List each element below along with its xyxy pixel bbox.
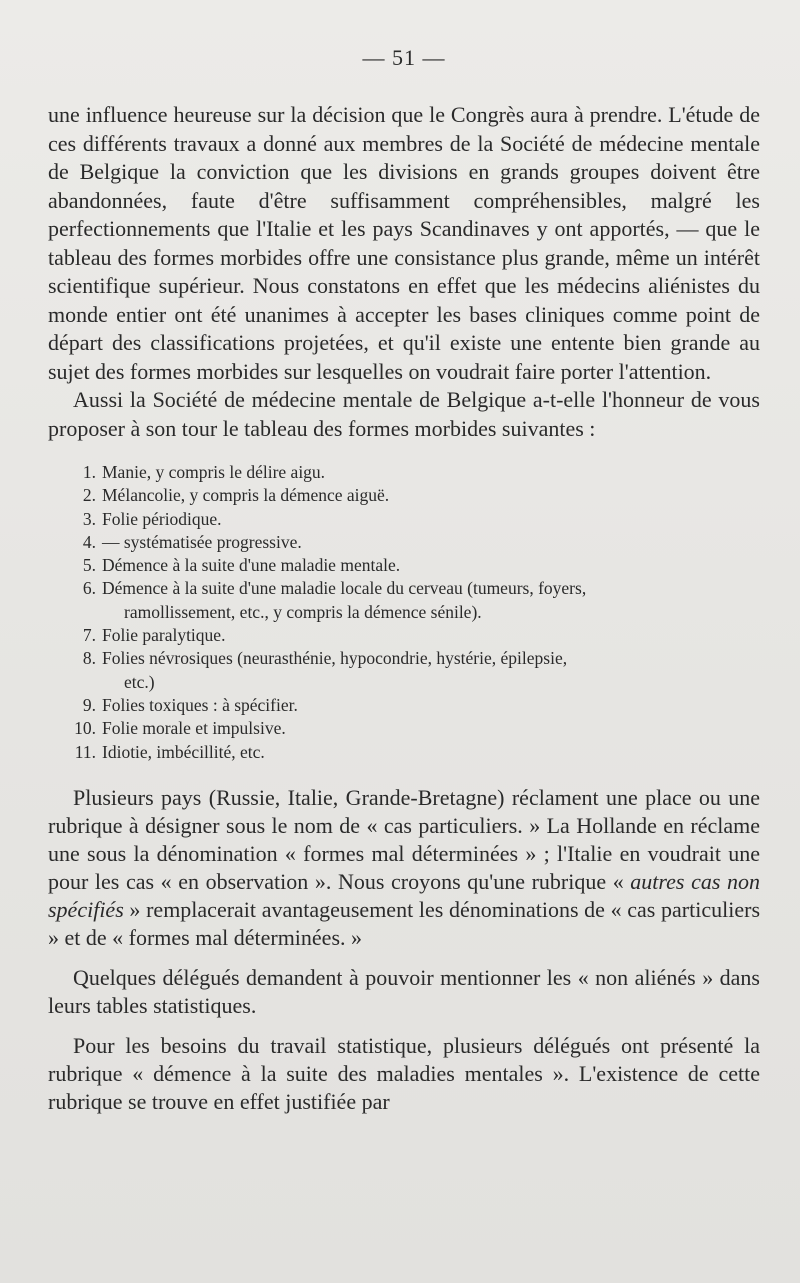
list-item-number: 9. — [82, 694, 96, 715]
list-item-number: 2. — [82, 485, 96, 506]
list-item — [48, 508, 760, 531]
paragraph-1: une influence heureuse sur la décision que le Congrès aura à prendre. L'étude de ces différents travaux a donné aux membres de la Société de médecine mentale de Belgique la conviction que les divisions en grands groupes doivent être abandonnées, faute d'être suffisamment compréhensibles, malgré les perfectionnements que l'Italie et les pays Scandinaves y ont apportés, — que le tableau des formes morbides offre une consistance plus grande, même un intérêt scientifique supérieur. Nous constatons en effet que les médecins aliénistes du monde entier ont été unanimes à accepter les bases cliniques comme point de départ des classifications projetées, et qu'il existe une entente bien grande au sujet des formes morbides sur lesquelles on voudrait faire porter l'attention. — [48, 102, 760, 384]
list-item — [48, 461, 760, 484]
list-item — [48, 554, 760, 577]
list-item-text: Mélancolie, y compris la démence aiguë. — [102, 485, 390, 506]
list-item-text-wrapper — [102, 577, 760, 624]
list-item — [48, 717, 760, 740]
list-item-number: 3. — [82, 508, 96, 529]
list-item-text: Folies névrosiques (neurasthénie, hypocondrie, hystérie, épilepsie, — [102, 648, 568, 669]
list-item-continuation: etc.) — [124, 671, 155, 692]
paragraph-5: Pour les besoins du travail statistique, plusieurs délégués ont présenté la rubrique « démence à la suite des maladies mentales ». L'existence de cette rubrique se trouve en effet justifiée par — [48, 1032, 760, 1114]
paragraph-2: Aussi la Société de médecine mentale de Belgique a-t-elle l'honneur de vous proposer à son tour le tableau des formes morbides suivantes : — [48, 387, 760, 441]
paragraph-3-italic: autres cas non spécifiés — [48, 868, 761, 922]
list-item-text-wrapper — [102, 647, 760, 694]
list-item-number: 1. — [82, 462, 96, 482]
lower-section — [48, 784, 760, 1116]
list-item-number: 7. — [82, 625, 96, 646]
list-item-text: Folies toxiques : à spécifier. — [102, 694, 298, 715]
paragraph-4: Quelques délégués demandent à pouvoir mentionner les « non aliénés » dans leurs tables statistiques. — [48, 964, 760, 1018]
paragraph-3-part-1: Plusieurs pays (Russie, Italie, Grande-Bretagne) réclament une place ou une rubrique à désigner sous le nom de « cas particuliers. » La Hollande en réclame une sous la dénomination « formes mal déterminées » ; l'Italie en voudrait une pour les cas « en observation ». Nous croyons qu'une rubrique « — [48, 784, 760, 894]
list-item-text: Folie périodique. — [102, 508, 222, 529]
list-item-text: Démence à la suite d'une maladie locale du cerveau (tumeurs, foyers, — [102, 578, 587, 599]
list-item-text: Démence à la suite d'une maladie mentale. — [102, 555, 401, 576]
paragraph-3 — [48, 784, 760, 952]
list-item-text: Folie paralytique. — [102, 625, 226, 646]
list-item-continuation: ramollissement, etc., y compris la démence sénile). — [124, 601, 482, 622]
list-item — [48, 531, 760, 554]
list-item-text: Manie, y compris le délire aigu. — [102, 462, 326, 482]
paragraph-3-part-2: » remplacerait avantageusement les dénominations de « cas particuliers » et de « formes mal déterminées. » — [48, 896, 760, 950]
list-item-number: 4. — [82, 531, 96, 552]
list-item-text: Folie morale et impulsive. — [102, 718, 286, 739]
list-item-number: 6. — [82, 578, 96, 599]
page-number: — 51 — — [362, 45, 446, 70]
list-item-number: 11. — [74, 741, 96, 762]
morbid-forms-list — [48, 461, 760, 764]
list-item-text: — systématisée progressive. — [102, 531, 302, 552]
list-item-number: 10. — [74, 718, 96, 739]
list-item — [48, 694, 760, 717]
list-item-number: 8. — [82, 648, 96, 669]
list-item-number: 5. — [82, 555, 96, 576]
spacer — [48, 952, 760, 964]
list-item — [48, 484, 760, 507]
list-item — [48, 647, 760, 694]
list-item — [48, 624, 760, 647]
list-item — [48, 577, 760, 624]
spacer — [48, 1020, 760, 1032]
list-item — [48, 741, 760, 764]
list-item-text: Idiotie, imbécillité, etc. — [102, 741, 265, 762]
